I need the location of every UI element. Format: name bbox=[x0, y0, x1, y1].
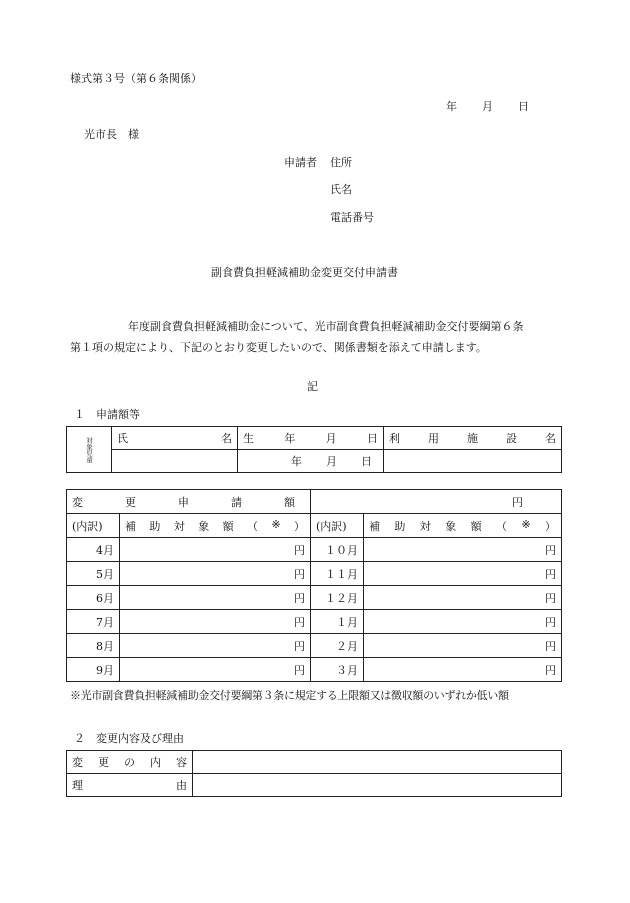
recipient: 光市長 様 bbox=[84, 128, 139, 141]
label-char: 由 bbox=[176, 779, 187, 792]
table-row bbox=[67, 634, 562, 658]
table-row bbox=[67, 562, 562, 586]
footnote: ※光市副食費負担軽減補助金交付要綱第３条に規定する上限額又は徴収額のいずれか低い額 bbox=[70, 689, 509, 702]
amount-input[interactable] bbox=[364, 634, 562, 658]
header-char: 更 bbox=[125, 495, 136, 509]
birth-day-label: 日 bbox=[361, 455, 372, 468]
yen-unit: 円 bbox=[545, 567, 556, 581]
subsidy-char: （ bbox=[246, 519, 258, 533]
target-child-label: 対象児童 bbox=[85, 436, 93, 463]
subsidy-char: 助 bbox=[149, 519, 161, 533]
subsidy-char: 助 bbox=[394, 519, 406, 533]
subsidy-char: ※ bbox=[271, 517, 281, 531]
amount-input[interactable] bbox=[120, 586, 311, 610]
table-row bbox=[67, 538, 562, 562]
child-name-input[interactable] bbox=[112, 450, 238, 473]
subsidy-char: （ bbox=[495, 519, 507, 533]
yen-unit: 円 bbox=[294, 591, 305, 605]
subsidy-char: 額 bbox=[222, 519, 234, 533]
birth-header bbox=[238, 427, 384, 450]
header-char: 額 bbox=[284, 495, 295, 509]
label-char: 内 bbox=[150, 756, 161, 769]
amount-input[interactable] bbox=[120, 658, 311, 682]
label-char: 容 bbox=[176, 756, 187, 769]
month-label: 4月 bbox=[67, 538, 120, 562]
applicant-label: 申請者 bbox=[284, 156, 317, 169]
breakdown-label-right: (内訳) bbox=[311, 514, 364, 538]
change-content-input[interactable] bbox=[193, 751, 562, 774]
amount-input[interactable] bbox=[364, 562, 562, 586]
section1-heading: １ 申請額等 bbox=[74, 408, 140, 421]
child-table bbox=[66, 426, 562, 473]
reason-label bbox=[67, 774, 193, 797]
header-char: 申 bbox=[178, 495, 189, 509]
change-amount-input[interactable] bbox=[311, 490, 562, 514]
amount-input[interactable] bbox=[364, 658, 562, 682]
amount-input[interactable] bbox=[120, 538, 311, 562]
facility-header-char: 利 bbox=[389, 432, 400, 445]
form-number: 様式第３号（第６条関係） bbox=[70, 72, 202, 85]
label-char: 理 bbox=[72, 779, 83, 792]
name-header-char: 名 bbox=[221, 432, 232, 445]
amount-input[interactable] bbox=[364, 610, 562, 634]
change-amount-header bbox=[67, 490, 311, 514]
facility-header-char: 名 bbox=[545, 432, 556, 445]
yen-unit: 円 bbox=[294, 615, 305, 629]
body-text-line2: 第１項の規定により、下記のとおり変更したいので、関係書類を添えて申請します。 bbox=[70, 341, 487, 354]
yen-unit: 円 bbox=[512, 495, 523, 509]
label-char: の bbox=[124, 756, 135, 769]
ki-label: 記 bbox=[307, 380, 318, 393]
facility-header-char: 設 bbox=[506, 432, 517, 445]
table-row bbox=[67, 610, 562, 634]
yen-unit: 円 bbox=[545, 543, 556, 557]
label-char: 更 bbox=[98, 756, 109, 769]
name-label: 氏名 bbox=[330, 183, 352, 196]
subsidy-char: ） bbox=[293, 519, 305, 533]
yen-unit: 円 bbox=[545, 591, 556, 605]
amount-input[interactable] bbox=[364, 538, 562, 562]
subsidy-char: 補 bbox=[125, 519, 136, 533]
amount-input[interactable] bbox=[120, 610, 311, 634]
header-char: 変 bbox=[72, 495, 83, 509]
birth-header-char: 年 bbox=[284, 432, 296, 445]
month-label: １月 bbox=[311, 610, 364, 634]
subsidy-char: 額 bbox=[470, 519, 482, 533]
name-header bbox=[112, 427, 238, 450]
month-label: １０月 bbox=[311, 538, 364, 562]
phone-label: 電話番号 bbox=[330, 211, 374, 224]
month-label: 6月 bbox=[67, 586, 120, 610]
month-label: １２月 bbox=[311, 586, 364, 610]
month-label: ２月 bbox=[311, 634, 364, 658]
reason-input[interactable] bbox=[193, 774, 562, 797]
subsidy-char: 対 bbox=[419, 519, 431, 533]
body-text-line1: 年度副食費負担軽減補助金について、光市副食費負担軽減補助金交付要綱第６条 bbox=[128, 320, 524, 333]
facility-header bbox=[384, 427, 562, 450]
facility-header-char: 用 bbox=[428, 432, 439, 445]
breakdown-label-left: (内訳) bbox=[67, 514, 120, 538]
subsidy-char: ） bbox=[544, 519, 556, 533]
yen-unit: 円 bbox=[545, 639, 556, 653]
table-row bbox=[67, 586, 562, 610]
yen-unit: 円 bbox=[294, 663, 305, 677]
birth-month-label: 月 bbox=[326, 455, 337, 468]
facility-name-input[interactable] bbox=[384, 450, 562, 473]
yen-unit: 円 bbox=[294, 543, 305, 557]
table-row bbox=[67, 658, 562, 682]
date-day-label: 日 bbox=[518, 100, 529, 113]
yen-unit: 円 bbox=[294, 639, 305, 653]
date-year-label: 年 bbox=[446, 100, 457, 113]
birth-header-char: 月 bbox=[325, 432, 337, 445]
yen-unit: 円 bbox=[545, 615, 556, 629]
section2-heading: ２ 変更内容及び理由 bbox=[74, 732, 184, 745]
header-char: 請 bbox=[231, 495, 242, 509]
address-label: 住所 bbox=[330, 156, 352, 169]
birth-date-input[interactable] bbox=[238, 450, 384, 473]
subsidy-char: 補 bbox=[369, 519, 380, 533]
change-table bbox=[66, 750, 562, 797]
change-content-label bbox=[67, 751, 193, 774]
yen-unit: 円 bbox=[294, 567, 305, 581]
document-title: 副食費負担軽減補助金変更交付申請書 bbox=[211, 266, 398, 279]
label-char: 変 bbox=[72, 756, 83, 769]
month-label: １１月 bbox=[311, 562, 364, 586]
date-month-label: 月 bbox=[482, 100, 493, 113]
subsidy-char: 対 bbox=[173, 519, 185, 533]
birth-header-char: 日 bbox=[366, 432, 378, 445]
month-label: ３月 bbox=[311, 658, 364, 682]
subsidy-char: 象 bbox=[445, 519, 457, 533]
subsidy-char: ※ bbox=[521, 517, 531, 531]
birth-year-label: 年 bbox=[291, 455, 302, 468]
amount-input[interactable] bbox=[364, 586, 562, 610]
name-header-char: 氏 bbox=[117, 432, 128, 445]
month-label: 5月 bbox=[67, 562, 120, 586]
birth-header-char: 生 bbox=[243, 432, 254, 445]
month-label: 7月 bbox=[67, 610, 120, 634]
yen-unit: 円 bbox=[545, 663, 556, 677]
month-label: 8月 bbox=[67, 634, 120, 658]
amount-input[interactable] bbox=[120, 634, 311, 658]
facility-header-char: 施 bbox=[467, 432, 478, 445]
target-child-cell bbox=[67, 427, 112, 473]
amount-table bbox=[66, 489, 562, 682]
month-label: 9月 bbox=[67, 658, 120, 682]
amount-input[interactable] bbox=[120, 562, 311, 586]
subsidy-label-right bbox=[364, 514, 562, 538]
subsidy-label-left bbox=[120, 514, 311, 538]
subsidy-char: 象 bbox=[198, 519, 210, 533]
